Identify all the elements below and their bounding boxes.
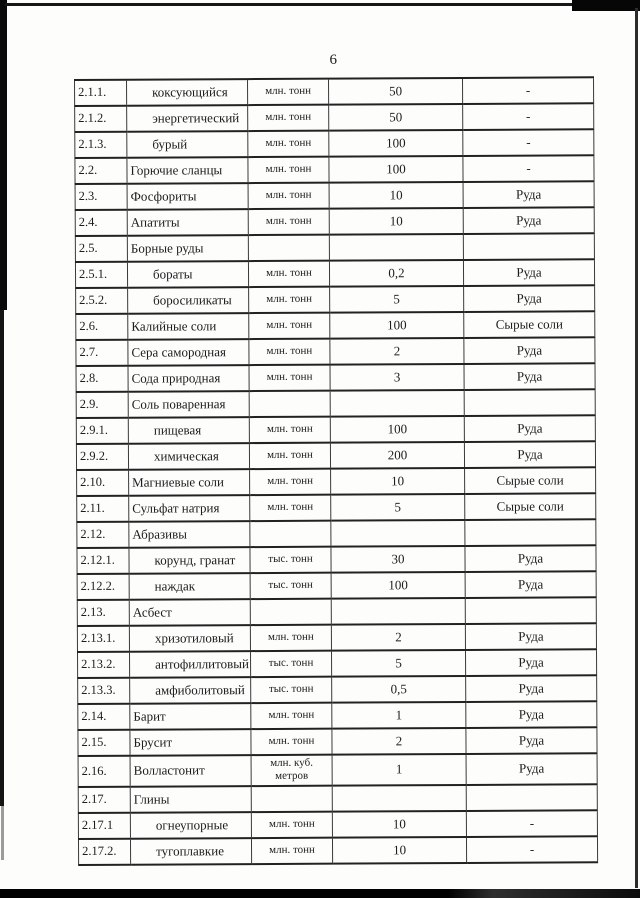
- cell-name: Абразивы: [129, 521, 250, 548]
- cell-quantity: [331, 598, 465, 625]
- cell-index: 2.4.: [75, 210, 127, 236]
- cell-note: [465, 597, 596, 624]
- cell-index: 2.9.1.: [76, 418, 128, 444]
- cell-note: -: [463, 103, 594, 130]
- table-row: [75, 207, 594, 236]
- cell-note: Руда: [464, 285, 595, 312]
- table-row: [78, 701, 597, 730]
- scan-edge-right: [635, 8, 638, 888]
- table-row: [77, 519, 596, 548]
- cell-unit: млн. тонн: [248, 105, 329, 131]
- cell-index: 2.15.: [78, 730, 130, 756]
- table-row: [76, 441, 595, 470]
- cell-note: Руда: [464, 337, 595, 364]
- cell-index: 2.8.: [76, 366, 128, 392]
- cell-quantity: 10: [329, 182, 463, 209]
- table-row: [75, 155, 594, 184]
- cell-unit: млн. тонн: [248, 157, 329, 183]
- table-row: [77, 545, 596, 574]
- cell-quantity: 200: [330, 442, 464, 469]
- table-row: [76, 363, 595, 392]
- cell-name: Фосфориты: [127, 183, 248, 210]
- cell-unit: [249, 391, 330, 417]
- cell-index: 2.13.3.: [78, 678, 130, 704]
- table-row: [76, 285, 595, 314]
- cell-note: Руда: [463, 207, 594, 234]
- cell-quantity: 5: [331, 494, 465, 521]
- cell-index: 2.1.1.: [75, 80, 127, 106]
- cell-unit: млн. тонн: [248, 131, 329, 157]
- table-row: [78, 649, 597, 678]
- cell-quantity: 50: [329, 78, 463, 105]
- scan-edge-left-mid: [0, 310, 4, 806]
- cell-name: Асбест: [129, 599, 250, 626]
- cell-quantity: 10: [332, 811, 466, 838]
- cell-index: 2.3.: [75, 184, 127, 210]
- table-row: [78, 810, 597, 839]
- cell-name: боросиликаты: [128, 287, 249, 314]
- table-row: [75, 181, 594, 210]
- cell-quantity: [330, 390, 464, 417]
- cell-unit: млн. тонн: [250, 495, 331, 521]
- cell-name: Борные руды: [127, 235, 248, 262]
- cell-index: 2.13.: [77, 600, 129, 626]
- cell-note: Руда: [466, 675, 597, 702]
- cell-note: -: [463, 155, 594, 182]
- cell-quantity: 10: [329, 208, 463, 235]
- cell-name: энергетический: [127, 105, 248, 132]
- table-row: [75, 233, 594, 262]
- cell-note: Руда: [463, 181, 594, 208]
- cell-note: Руда: [463, 259, 594, 286]
- cell-unit: млн. тонн: [250, 469, 331, 495]
- cell-index: 2.1.3.: [75, 132, 127, 158]
- cell-note: [464, 389, 595, 416]
- cell-note: Руда: [466, 753, 597, 784]
- table-row: [76, 337, 595, 366]
- cell-quantity: 100: [330, 312, 464, 339]
- cell-name: химическая: [128, 443, 249, 470]
- table-row: [77, 467, 596, 496]
- table-row: [77, 623, 596, 652]
- cell-note: -: [466, 836, 597, 863]
- scan-edge-left-low: [1, 806, 4, 860]
- cell-name: Сода природная: [128, 365, 249, 392]
- cell-note: Руда: [466, 701, 597, 728]
- cell-note: Руда: [465, 649, 596, 676]
- table-row: [78, 753, 597, 787]
- cell-index: 2.10.: [77, 470, 129, 496]
- cell-note: Руда: [466, 727, 597, 754]
- cell-quantity: 30: [331, 546, 465, 573]
- cell-index: 2.5.1.: [75, 262, 127, 288]
- table-row: [75, 103, 594, 132]
- cell-name: наждак: [129, 573, 250, 600]
- cell-unit: млн. тонн: [249, 365, 330, 391]
- cell-name: корунд, гранат: [129, 547, 250, 574]
- page-number: 6: [329, 52, 338, 68]
- cell-index: 2.14.: [78, 704, 130, 730]
- cell-unit: млн. тонн: [249, 339, 330, 365]
- cell-note: Руда: [465, 623, 596, 650]
- cell-index: 2.11.: [77, 496, 129, 522]
- table-row: [77, 597, 596, 626]
- cell-quantity: 100: [329, 130, 463, 157]
- cell-index: 2.13.2.: [78, 652, 130, 678]
- cell-index: 2.12.2.: [77, 574, 129, 600]
- scan-edge-top-right: [572, 0, 640, 11]
- cell-index: 2.2.: [75, 158, 127, 184]
- cell-unit: млн. тонн: [251, 729, 332, 755]
- cell-quantity: 1: [332, 702, 466, 729]
- cell-name: Соль поваренная: [128, 391, 249, 418]
- cell-name: коксующийся: [127, 79, 248, 106]
- cell-note: -: [462, 77, 593, 104]
- cell-note: [466, 784, 597, 811]
- cell-name: бораты: [127, 261, 248, 288]
- cell-note: Сырые соли: [465, 467, 596, 494]
- cell-unit: тыс. тонн: [250, 651, 331, 677]
- cell-name: бурый: [127, 131, 248, 158]
- cell-name: Глины: [130, 786, 251, 813]
- table-row: [76, 311, 595, 340]
- cell-index: 2.1.2.: [75, 106, 127, 132]
- cell-unit: млн. тонн: [251, 811, 332, 837]
- table-row: [78, 727, 597, 756]
- cell-quantity: 2: [332, 728, 466, 755]
- cell-index: 2.6.: [76, 314, 128, 340]
- cell-quantity: 100: [331, 572, 465, 599]
- table-row: [75, 77, 594, 106]
- cell-index: 2.5.2.: [76, 288, 128, 314]
- table-row: [77, 571, 596, 600]
- cell-unit: млн. тонн: [248, 261, 329, 287]
- cell-quantity: [329, 234, 463, 261]
- cell-quantity: 10: [332, 837, 466, 864]
- cell-unit: млн. тонн: [251, 837, 332, 863]
- cell-quantity: 2: [330, 338, 464, 365]
- table-row: [75, 259, 594, 288]
- cell-name: Барит: [130, 703, 251, 730]
- cell-index: 2.17.: [78, 787, 130, 813]
- cell-note: -: [466, 810, 597, 837]
- cell-quantity: 1: [332, 754, 466, 786]
- table-row: [78, 675, 597, 704]
- cell-unit: млн. тонн: [250, 625, 331, 651]
- cell-unit: [250, 599, 331, 625]
- cell-unit: млн. тонн: [248, 209, 329, 235]
- cell-quantity: 2: [331, 624, 465, 651]
- cell-index: 2.13.1.: [77, 626, 129, 652]
- cell-note: Сырые соли: [464, 311, 595, 338]
- cell-index: 2.12.1.: [77, 548, 129, 574]
- cell-quantity: 50: [329, 104, 463, 131]
- cell-index: 2.16.: [78, 756, 130, 787]
- cell-unit: млн. тонн: [251, 703, 332, 729]
- cell-unit: тыс. тонн: [251, 677, 332, 703]
- cell-name: Горючие сланцы: [127, 157, 248, 184]
- scan-edge-top: [5, 3, 638, 6]
- cell-name: Сера самородная: [128, 339, 249, 366]
- cell-index: 2.12.: [77, 522, 129, 548]
- cell-note: Руда: [465, 545, 596, 572]
- minerals-table: [74, 76, 598, 866]
- cell-unit: тыс. тонн: [250, 573, 331, 599]
- cell-quantity: 0,2: [329, 260, 463, 287]
- cell-unit: млн. тонн: [249, 313, 330, 339]
- cell-name: Сульфат натрия: [129, 495, 250, 522]
- cell-quantity: [331, 520, 465, 547]
- cell-name: Волластонит: [130, 755, 251, 786]
- table-row: [77, 493, 596, 522]
- cell-note: Руда: [464, 415, 595, 442]
- cell-index: 2.7.: [76, 340, 128, 366]
- table-row: [76, 415, 595, 444]
- cell-name: Брусит: [130, 729, 251, 756]
- table-row: [76, 389, 595, 418]
- table-row: [78, 836, 597, 865]
- cell-unit: млн. тонн: [249, 287, 330, 313]
- cell-quantity: 3: [330, 364, 464, 391]
- cell-name: амфиболитовый: [130, 677, 251, 704]
- cell-note: Руда: [464, 441, 595, 468]
- cell-note: [463, 233, 594, 260]
- cell-unit: млн. тонн: [249, 417, 330, 443]
- cell-quantity: 100: [330, 416, 464, 443]
- cell-quantity: 5: [330, 286, 464, 313]
- cell-note: Руда: [465, 571, 596, 598]
- cell-name: антофиллитовый: [129, 651, 250, 678]
- cell-quantity: 0,5: [332, 676, 466, 703]
- cell-name: пищевая: [128, 417, 249, 444]
- cell-note: -: [463, 129, 594, 156]
- cell-unit: млн. тонн: [248, 183, 329, 209]
- cell-note: [465, 519, 596, 546]
- cell-name: тугоплавкие: [130, 838, 251, 865]
- cell-name: огнеупорные: [130, 812, 251, 839]
- scan-edge-left-top: [0, 0, 7, 310]
- cell-note: Сырые соли: [465, 493, 596, 520]
- cell-quantity: 10: [331, 468, 465, 495]
- cell-quantity: 5: [331, 650, 465, 677]
- cell-name: хризотиловый: [129, 625, 250, 652]
- cell-index: 2.17.1: [78, 813, 130, 839]
- cell-unit: [251, 785, 332, 811]
- cell-quantity: [332, 785, 466, 812]
- cell-index: 2.5.: [75, 236, 127, 262]
- cell-unit: млн. тонн: [248, 79, 329, 105]
- cell-unit: тыс. тонн: [250, 547, 331, 573]
- minerals-table-body: [75, 77, 598, 865]
- scan-edge-bottom: [0, 889, 640, 898]
- cell-name: Калийные соли: [128, 313, 249, 340]
- cell-unit: [248, 235, 329, 261]
- cell-index: 2.9.: [76, 392, 128, 418]
- cell-quantity: 100: [329, 156, 463, 183]
- cell-name: Апатиты: [127, 209, 248, 236]
- cell-unit: млн. куб. метров: [251, 755, 332, 786]
- cell-index: 2.9.2.: [76, 444, 128, 470]
- cell-index: 2.17.2.: [78, 839, 130, 865]
- cell-note: Руда: [464, 363, 595, 390]
- cell-unit: млн. тонн: [249, 443, 330, 469]
- cell-name: Магниевые соли: [129, 469, 250, 496]
- cell-unit: [250, 521, 331, 547]
- table-row: [78, 784, 597, 813]
- table-row: [75, 129, 594, 158]
